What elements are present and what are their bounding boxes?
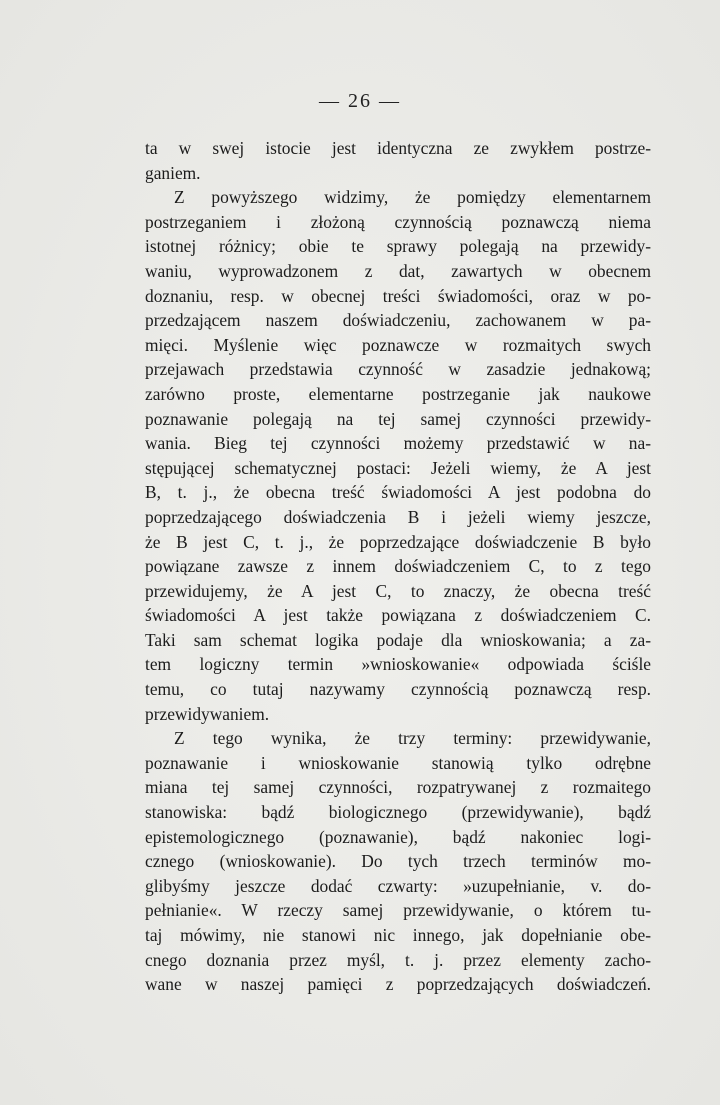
text-line: ta w swej istocie jest identyczna ze zwykłem postrze- (145, 138, 651, 158)
text-line: poprzedzającego doświadczenia B i jeżeli wiemy jeszcze, (145, 506, 651, 527)
text-line: epistemologicznego (poznawanie), bądź nakoniec logi- (145, 826, 651, 847)
text-line: wania. Bieg tej czynności możemy przedstawić w na- (145, 433, 651, 454)
text-line: przewidywaniem. (145, 703, 270, 724)
text-line: taj mówimy, nie stanowi nic innego, jak dopełnianie obe- (145, 925, 651, 945)
text-line: cnego doznania przez myśl, t. j. przez elementy zacho- (145, 949, 651, 970)
text-line: ganiem. (145, 162, 201, 183)
text-line: przewidujemy, że A jest C, to znaczy, że obecna treść (145, 580, 651, 601)
text-line: wane w naszej pamięci z poprzedzających doświadczeń. (145, 974, 651, 995)
text-line: Z tego wynika, że trzy terminy: przewidywanie, (174, 728, 651, 749)
text-line: waniu, wyprowadzonem z dat, zawartych w obecnem (145, 260, 651, 281)
text-line: stanowiska: bądź biologicznego (przewidywanie), bądź (145, 802, 651, 823)
text-line: pełnianie«. W rzeczy samej przewidywanie, o którem tu- (145, 900, 651, 921)
text-line: poznawanie i wnioskowanie stanowią tylko odrębne (145, 752, 651, 773)
text-line: świadomości A jest także powiązana z doświadczeniem C. (145, 605, 651, 626)
text-line: B, t. j., że obecna treść świadomości A jest podobna do (145, 482, 651, 503)
text-line: przejawach przedstawia czynność w zasadzie jednakową; (145, 359, 651, 380)
text-line: doznaniu, resp. w obecnej treści świadomości, oraz w po- (145, 285, 651, 306)
text-line: temu, co tutaj nazywamy czynnością poznawczą resp. (145, 679, 651, 700)
text-line: przedzającem naszem doświadczeniu, zachowanem w pa- (145, 310, 651, 331)
body-text (145, 136, 651, 997)
text-line: poznawanie polegają na tej samej czynności przewidy- (145, 408, 651, 429)
text-line: mięci. Myślenie więc poznawcze w rozmaitych swych (145, 334, 651, 355)
page-number: — 26 — (319, 90, 401, 112)
text-line: Taki sam schemat logika podaje dla wnioskowania; a za- (145, 629, 651, 650)
text-line: glibyśmy jeszcze dodać czwarty: »uzupełnianie, v. do- (145, 875, 651, 896)
text-line: postrzeganiem i złożoną czynnością poznawczą niema (145, 211, 651, 232)
text-line: tem logiczny termin »wnioskowanie« odpowiada ściśle (145, 654, 651, 675)
text-line: cznego (wnioskowanie). Do tych trzech terminów mo- (145, 851, 651, 872)
text-line: miana tej samej czynności, rozpatrywanej z rozmaitego (145, 777, 651, 798)
text-line: stępującej schematycznej postaci: Jeżeli wiemy, że A jest (145, 457, 651, 478)
text-line: powiązane zawsze z innem doświadczeniem C, to z tego (145, 556, 651, 577)
text-line: że B jest C, t. j., że poprzedzające doświadczenie B było (145, 531, 651, 552)
text-line: zarówno proste, elementarne postrzeganie jak naukowe (145, 383, 651, 404)
text-line: Z powyższego widzimy, że pomiędzy elementarnem (174, 187, 651, 208)
text-line: istotnej różnicy; obie te sprawy polegają na przewidy- (145, 236, 651, 257)
